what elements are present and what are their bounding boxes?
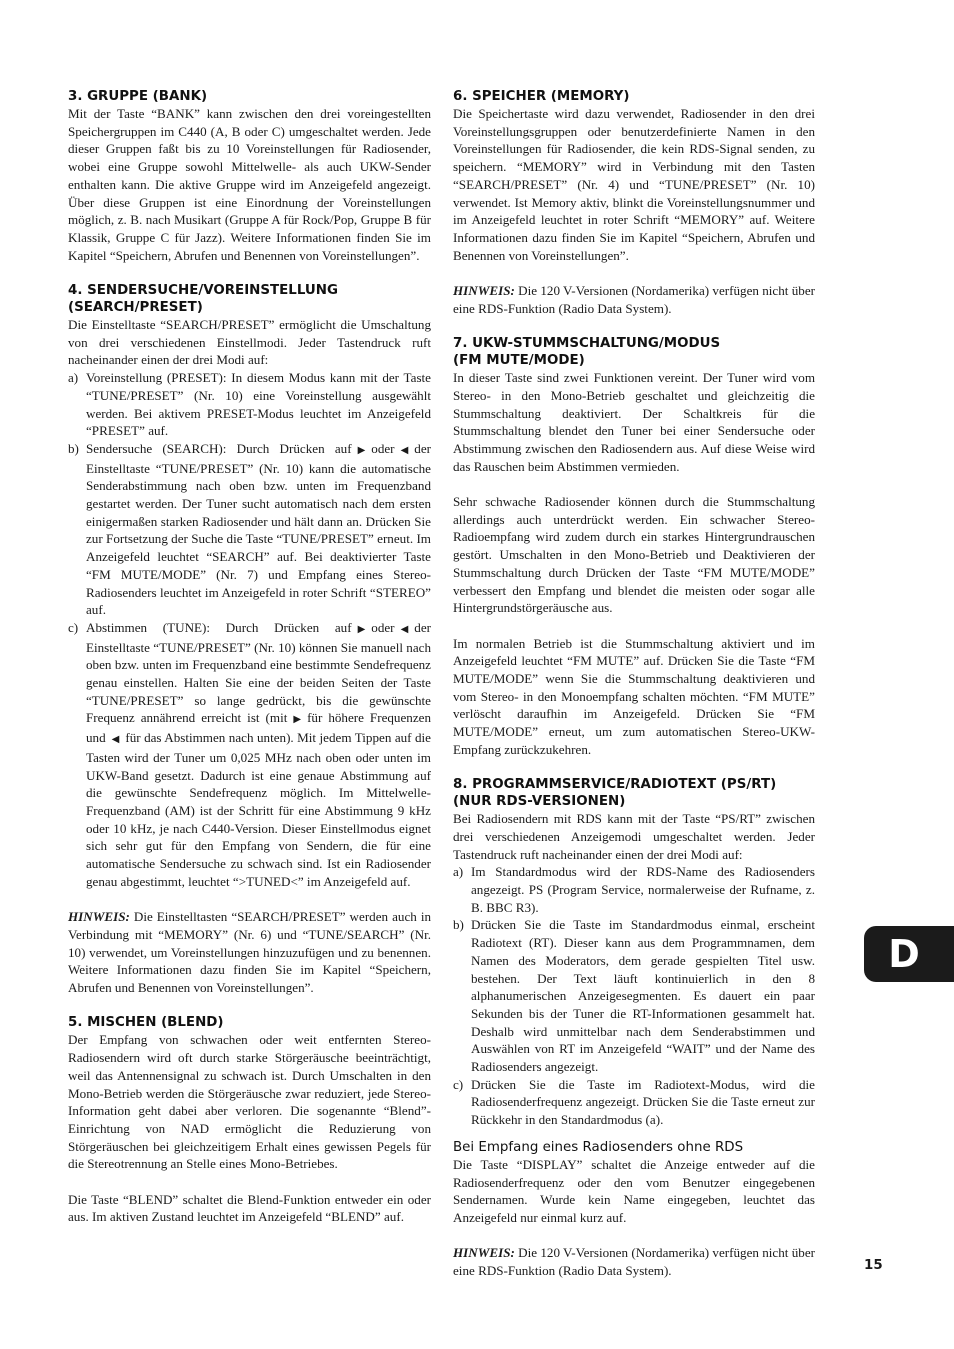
text-segment: Sendersuche (SEARCH): Durch Drücken auf: [86, 440, 352, 456]
section-4-note: [68, 908, 431, 997]
section-6-paragraph: Die Speichertaste wird dazu verwendet, Radiosender in den drei Voreinstellungsgruppen oder benutzerdefinierte Namen in den Voreinstellungen für Radiosender, die kein RDS-Signal senden, zu speichern. “MEMORY” wird in Verbindung mit den Tasten “SEARCH/PRESET” (Nr. 4) und “TUNE/PRESET” (Nr. 10) verwendet. Ist Memory aktiv, blinkt die Voreinstellungsnummer und im Anzeigefeld leuchtet in roter Schrift “MEMORY” auf. Weitere Informationen dazu finden Sie im Kapitel “Speichern, Abrufen und Benennen von Voreinstellungen”.: [453, 106, 815, 263]
section-7-title-line2: (FM MUTE/MODE): [453, 353, 585, 369]
arrow-left-icon: ◀: [111, 734, 120, 746]
text-segment: für höhere Frequenzen und: [86, 710, 431, 746]
note-text: Die 120 V-Versionen (Nordamerika) verfügen nicht über eine RDS-Funktion (Radio Data System).: [453, 283, 815, 316]
section-8-title-line2: (NUR RDS-VERSIONEN): [453, 794, 626, 810]
text-segment: der Einstelltaste “TUNE/PRESET” (Nr. 10) kann die automatische Senderabstimmung nach oben bzw. unten im Frequenzband gestartet werden. Der Tuner sucht automatisch nach dem ersten einigermaßen starken Radiosender und hält dann an. Drücken Sie zur Fortsetzung der Suche die Taste “TUNE/PRESET” erneut. Im Anzeigefeld leuchtet “SEARCH” auf. Bei deaktivierter Taste “FM MUTE/MODE” (Nr. 7) und Empfang eines Stereo-Radiosenders leuchtet im Anzeigefeld in roter Schrift “STEREO” auf.: [86, 440, 431, 618]
section-8-intro: Bei Radiosendern mit RDS kann mit der Taste “PS/RT” zwischen drei verschiedenen Anzeigemodi umgeschaltet werden. Jeder Tastendruck ruft nacheinander einen der drei Modi auf:: [453, 811, 815, 862]
section-7-paragraph-3: Im normalen Betrieb ist die Stummschaltung aktiviert und im Anzeigefeld leuchtet “FM MUTE” auf. Drücken Sie die Taste “FM MUTE/MODE” wenn Sie die Stummschaltung deaktivieren und vom Stereo- in den Monoempfang schalten möchten. “FM MUTE” verlöscht daraufhin im Anzeigefeld. Drücken Sie “FM MUTE/MODE” erneut, um zum automatischen Stereo-UKW-Empfang zurückzukehren.: [453, 635, 815, 757]
arrow-left-icon: ◀: [400, 623, 409, 635]
left-column: [68, 88, 431, 1226]
section-8-item-a: [453, 863, 815, 916]
list-marker: b): [453, 917, 464, 933]
section-8-note: [453, 1244, 815, 1279]
section-5-paragraph-1: Der Empfang von schwachen oder weit entfernten Stereo-Radiosendern wird oft durch starke Störgeräusche beeinträchtigt, weil das Antennensignal zu schwach ist. Durch Umschalten in den Mono-Betrieb werden die Störgeräusche zwar reduziert, jede Stereo-Information geht dabei aber verloren. Die sogenannte “Blend”-Einrichtung von NAD ermöglicht die Reduzierung von Störgeräuschen bei gleichzeitigem Erhalt eines gewissen Pegels für die Stereotrennung an Stelle eines Mono-Betriebes.: [68, 1032, 431, 1172]
list-marker: c): [68, 619, 79, 635]
arrow-right-icon: ▶: [357, 444, 366, 456]
section-8-sub-paragraph: Die Taste “DISPLAY” schaltet die Anzeige entweder auf die Radiosenderfrequenz oder den vom Benutzer eingegebenen Sendernamen. Wurde kein Name eingegeben, leuchtet das Anzeigefeld nur einmal kurz auf.: [453, 1156, 815, 1225]
note-text: Die Einstelltasten “SEARCH/PRESET” werden auch in Verbindung mit “MEMORY” (Nr. 6) und “TUNE/SEARCH” (Nr. 10) verwendet, um Voreinstellungen hinzuzufügen und zu benennen. Weitere Informationen dazu finden Sie im Kapitel “Speichern, Abrufen und Benennen von Voreinstellungen”.: [68, 909, 431, 996]
text-segment: Abstimmen (TUNE): Durch Drücken auf: [86, 619, 352, 635]
list-marker: a): [68, 370, 79, 386]
text-segment: oder: [371, 440, 395, 456]
section-5-paragraph-2: Die Taste “BLEND” schaltet die Blend-Funktion entweder ein oder aus. Im aktiven Zustand leuchtet im Anzeigefeld “BLEND” auf.: [68, 1191, 431, 1225]
section-8-title: [453, 776, 815, 810]
language-tab-letter: D: [888, 932, 920, 976]
list-item-text: Drücken Sie die Taste im Radiotext-Modus, wird die Radiosenderfrequenz angezeigt. Drücken Sie die Taste erneut zur Rückkehr in den Standardmodus (a).: [471, 1076, 815, 1128]
section-3-title: 3. GRUPPE (BANK): [68, 89, 208, 104]
note-label: HINWEIS:: [68, 909, 130, 925]
section-4-title: [68, 282, 431, 316]
section-4-item-a: [68, 369, 431, 440]
list-marker: b): [68, 440, 79, 456]
section-7-title: [453, 335, 815, 369]
list-item-text: [86, 440, 431, 619]
right-column: [453, 88, 815, 1280]
text-segment: für das Abstimmen nach unten). Mit jedem Tippen auf die Tasten wird der Tuner um 0,025 MHz nach oben oder unten im UKW-Band gesetzt. Dadurch ist eine genaue Abstimmung auf die gewünschte Sendefrequenz möglich. Im Mittelwelle-Frequenzband (AM) ist der Schritt für eine Abstimmung 9 kHz oder 10 kHz, je nach C440-Version. Dieser Einstellmodus eignet sich sehr gut für den Empfang von Sendern, die für eine automatische Sendersuche zu schwach sind. Ist ein Radiosender genau abgestimmt, leuchtet “>TUNED<” im Anzeigefeld auf.: [86, 730, 431, 889]
section-4-intro: Die Einstelltaste “SEARCH/PRESET” ermöglicht die Umschaltung von drei verschiedenen Einstellmodi. Jeder Tastendruck ruft nacheinander einen der drei Modi auf:: [68, 317, 431, 368]
page-number: 15: [864, 1258, 883, 1273]
section-6-title: 6. SPEICHER (MEMORY): [453, 89, 630, 104]
section-3-paragraph: Mit der Taste “BANK” kann zwischen den drei voreingestellten Speichergruppen im C440 (A, B oder C) umgeschaltet werden. Jede dieser Gruppen faßt bis zu 10 Voreinstellungen für Radiosender, wobei eine Gruppe sowohl Mittelwelle- als auch UKW-Sender enthalten kann. Die aktive Gruppe wird im Anzeigefeld angezeigt. Über diese Gruppen ist eine Einordnung der Voreinstellungen möglich, z. B. nach Musikart (Gruppe A für Rock/Pop, Gruppe B für Klassik, Gruppe C für Jazz). Weitere Informationen finden Sie im Kapitel “Speichern, Abrufen und Benennen von Voreinstellungen”.: [68, 106, 431, 263]
section-8-title-line1: 8. PROGRAMMSERVICE/RADIOTEXT (PS/RT): [453, 777, 777, 793]
text-segment: der Einstelltaste “TUNE/PRESET” (Nr. 10) können Sie manuell nach oben bzw. unten im Frequenzband eine bestimmte Sendefrequenz genau einstellen. Halten Sie eine der beiden Seiten der Taste “TUNE/PRESET” so lange gedrückt, bis die gewünschte Frequenz annährend erreicht ist (mit: [86, 619, 431, 726]
section-6-note: [453, 282, 815, 317]
note-label: HINWEIS:: [453, 1245, 515, 1261]
section-4-item-b: [68, 440, 431, 619]
section-8-subtitle: Bei Empfang eines Radiosenders ohne RDS: [453, 1139, 744, 1155]
section-5-title: 5. MISCHEN (BLEND): [68, 1015, 224, 1031]
text-segment: oder: [371, 619, 395, 635]
section-4-title-line1: 4. SENDERSUCHE/VOREINSTELLUNG: [68, 283, 338, 299]
note-label: HINWEIS:: [453, 283, 515, 299]
language-tab: [864, 926, 954, 982]
section-7-title-line1: 7. UKW-STUMMSCHALTUNG/MODUS: [453, 336, 721, 352]
section-8-item-b: [453, 916, 815, 1075]
arrow-right-icon: ▶: [293, 714, 302, 726]
section-7-paragraph-2: Sehr schwache Radiosender können durch die Stummschaltung allerdings auch unterdrückt werden. Ein schwacher Stereo-Radioempfang wird zudem durch ein starkes Hintergrundrauschen gestört. Umschalten in den Mono-Betrieb und Deaktivieren der Stummschaltung durch Drücken der Taste “FM MUTE/MODE” verbessert den Empfang und blendet die meisten oder sogar alle Hintergrundstörgeräusche aus.: [453, 494, 815, 616]
section-8-item-c: [453, 1076, 815, 1129]
list-item-text: Voreinstellung (PRESET): In diesem Modus kann mit der Taste “TUNE/PRESET” (Nr. 10) eine Voreinstellung ausgewählt werden. Bei aktivem PRESET-Modus leuchtet im Anzeigefeld “PRESET” auf.: [86, 370, 431, 439]
list-item-text: [86, 619, 431, 891]
section-4-title-line2: (SEARCH/PRESET): [68, 300, 203, 316]
arrow-right-icon: ▶: [357, 623, 366, 635]
list-marker: a): [453, 864, 464, 880]
section-7-paragraph-1: In dieser Taste sind zwei Funktionen vereint. Der Tuner wird vom Stereo- in den Mono-Betrieb geschaltet und gleichzeitig die Stummschaltung deaktiviert. Der Schaltkreis für die Stummschaltung blendet den Tuner bei einer Sendersuche oder Abstimmung zwischen den Radiosendern aus. Auf diese Weise wird das Rauschen beim Abstimmen vermieden.: [453, 370, 815, 474]
section-4-item-c: [68, 619, 431, 891]
note-text: Die 120 V-Versionen (Nordamerika) verfügen nicht über eine RDS-Funktion (Radio Data System).: [453, 1245, 815, 1279]
list-marker: c): [453, 1076, 464, 1092]
list-item-text: Drücken Sie die Taste im Standardmodus einmal, erscheint Radiotext (RT). Dieser kann aus dem Programmnamen, dem Namen des Moderators, dem gerade gespielten Titel usw. bestehen. Der Text läuft kontinuierlich in den 8 alphanumerischen Anzeigesegmenten. Es dauert ein paar Sekunden bis der Tuner die RT-Informationen gesammelt hat. Deshalb wird unmittelbar nach dem Senderabstimmen und Auswählen von RT im Anzeigefeld “WAIT” und der Name des Radiosenders angezeigt.: [471, 917, 815, 1075]
list-item-text: Im Standardmodus wird der RDS-Name des Radiosenders angezeigt. PS (Program Service, normalerweise der Rufname, z. B. BBC R3).: [471, 864, 815, 915]
arrow-left-icon: ◀: [400, 444, 409, 456]
